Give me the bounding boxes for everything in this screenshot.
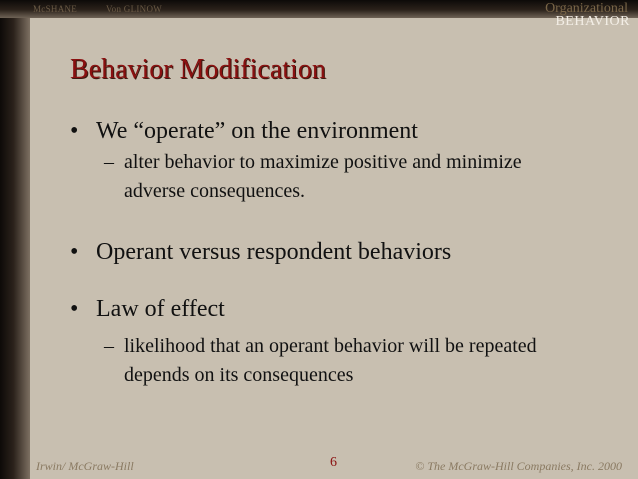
sub-bullet-text: likelihood that an operant behavior will be repeated depends on its consequences — [124, 335, 537, 386]
header-author-vonglinow: Von GLINOW — [106, 4, 163, 14]
bullet-text: Law of effect — [96, 296, 225, 322]
slide-title: Behavior Modification — [70, 54, 326, 85]
bullet-icon: • — [70, 239, 79, 265]
bullet-icon: • — [70, 296, 79, 322]
page-number: 6 — [330, 455, 337, 470]
bullet-icon: • — [70, 118, 79, 144]
bullet-text: Operant versus respondent behaviors — [96, 239, 452, 265]
brand-behavior: BEHAVIOR — [555, 14, 630, 29]
footer-copyright: © The McGraw-Hill Companies, Inc. 2000 — [415, 459, 622, 473]
dash-icon: – — [104, 335, 114, 357]
bullet-item — [70, 118, 418, 145]
bullet-item — [70, 296, 225, 323]
header-author-mcshane: McSHANE — [33, 4, 78, 14]
sub-bullet-text: alter behavior to maximize positive and minimize adverse consequences. — [124, 151, 522, 202]
brand-organizational: Organizational — [545, 1, 628, 16]
bullet-item — [70, 239, 451, 266]
footer-publisher: Irwin/ McGraw-Hill — [36, 459, 134, 473]
top-gradient-bar — [0, 0, 638, 18]
bullet-text: We “operate” on the environment — [96, 118, 418, 144]
left-gradient-bar — [0, 0, 30, 479]
sub-bullet-item — [104, 332, 584, 390]
dash-icon: – — [104, 151, 114, 173]
sub-bullet-item — [104, 148, 584, 206]
